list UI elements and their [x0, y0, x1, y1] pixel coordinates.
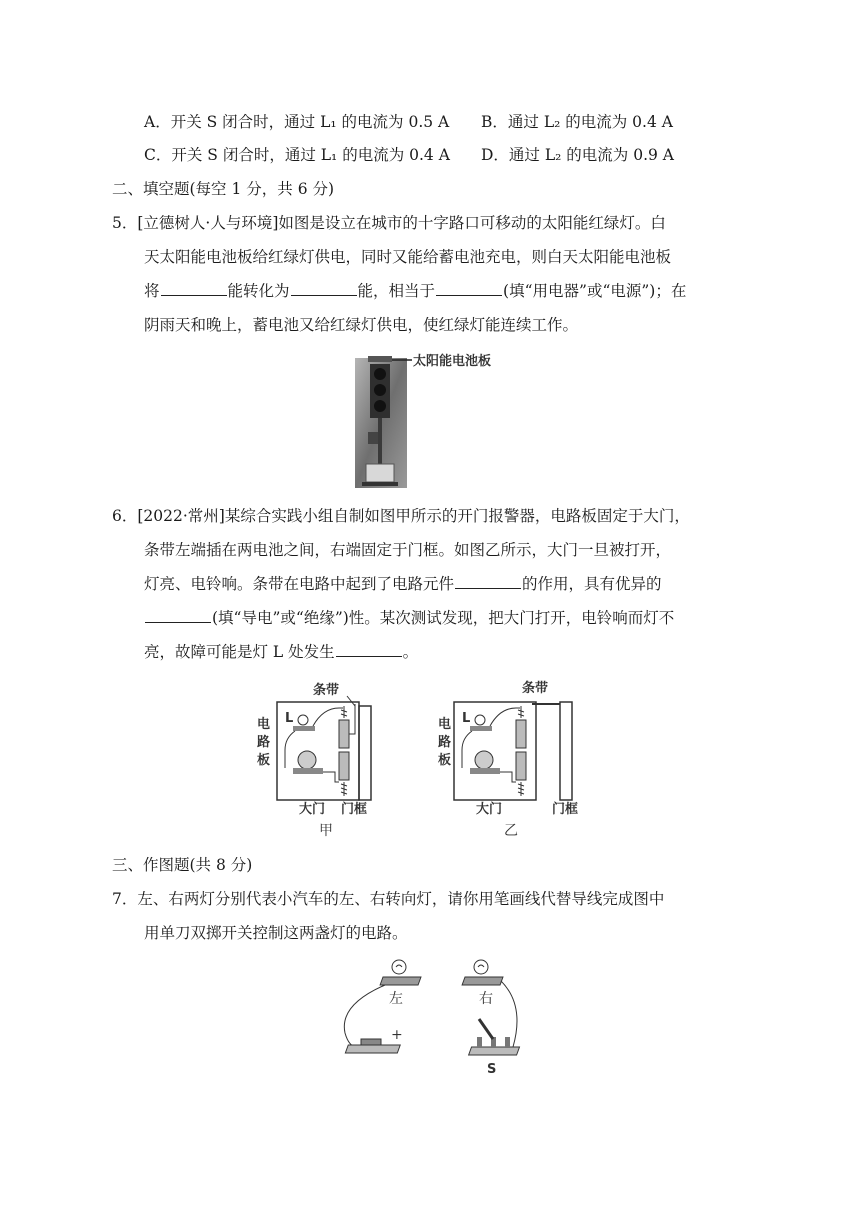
- svg-text:电: 电: [257, 717, 271, 732]
- battery-icon: [345, 1045, 400, 1053]
- battery-icon: [339, 720, 349, 748]
- svg-text:路: 路: [257, 735, 271, 750]
- lamp-label: L: [462, 711, 471, 726]
- section-3-title: 三、作图题(共 8 分): [112, 856, 253, 874]
- right-lamp-label: 右: [479, 991, 493, 1007]
- right-lamp-icon: [474, 960, 488, 974]
- lamp-label: L: [285, 711, 294, 726]
- q4-option-b: B．通过 L₂ 的电流为 0.4 A: [481, 113, 673, 131]
- battery-icon: [516, 720, 526, 748]
- q6-line-3: 灯亮、电铃响。条带在电路中起到了电路元件 的作用，具有优异的: [144, 575, 662, 593]
- switch-base-icon: [469, 1047, 520, 1055]
- q6-line-5: 亮，故障可能是灯 L 处发生 。: [144, 643, 419, 661]
- door-label: 大门: [476, 802, 503, 817]
- solar-panel-label: 太阳能电池板: [413, 354, 492, 369]
- svg-text:板: 板: [438, 753, 452, 768]
- q4-option-c: C．开关 S 闭合时，通过 L₁ 的电流为 0.4 A: [144, 146, 450, 164]
- q7-line-1: 7．左、右两灯分别代表小汽车的左、右转向灯，请你用笔画线代替导线完成图中: [112, 890, 665, 908]
- left-lamp-icon: [392, 960, 406, 974]
- q4-option-a: A．开关 S 闭合时，通过 L₁ 的电流为 0.5 A: [144, 113, 450, 131]
- lamp-icon: [475, 715, 485, 725]
- switch-label: S: [487, 1062, 497, 1077]
- q6-line-1: 6．[2022·常州]某综合实践小组自制如图甲所示的开门报警器，电路板固定于大门，: [112, 507, 690, 525]
- left-lamp-label: 左: [389, 991, 403, 1007]
- q5-line-3: 将 能转化为 能，相当于 (填“用电器”或“电源”)；在: [144, 282, 687, 300]
- strip-label: 条带: [313, 683, 340, 698]
- answer-blank[interactable]: [336, 642, 402, 657]
- figure-caption-a: 甲: [319, 823, 333, 839]
- strip-label: 条带: [522, 681, 549, 696]
- door-label: 大门: [299, 802, 326, 817]
- q4-option-d: D．通过 L₂ 的电流为 0.9 A: [481, 146, 674, 164]
- pole: [378, 418, 382, 466]
- svg-text:电: 电: [438, 717, 452, 732]
- battery-box: [366, 464, 394, 482]
- switch-blade-icon: [479, 1019, 493, 1039]
- answer-blank[interactable]: [291, 281, 357, 296]
- battery-plus-label: +: [391, 1027, 403, 1043]
- section-2-title: 二、填空题(每空 1 分，共 6 分): [112, 180, 335, 198]
- figure-caption-b: 乙: [504, 823, 518, 839]
- turn-signal-circuit-figure: [335, 955, 535, 1077]
- q5-line-1: 5．[立德树人·人与环境]如图是设立在城市的十字路口可移动的太阳能红绿灯。白: [112, 214, 666, 232]
- q5-line-2: 天太阳能电池板给红绿灯供电，同时又能给蓄电池充电，则白天太阳能电池板: [144, 248, 672, 266]
- answer-blank[interactable]: [161, 281, 227, 296]
- frame-label: 门框: [341, 802, 368, 817]
- frame-label: 门框: [552, 802, 579, 817]
- door-frame: [359, 706, 371, 800]
- bell-icon: [298, 751, 316, 769]
- svg-text:路: 路: [438, 735, 452, 750]
- door-alarm-figure-b: [432, 678, 592, 840]
- door-frame: [560, 702, 572, 800]
- solar-traffic-light-figure: [350, 350, 520, 490]
- svg-text:板: 板: [257, 753, 271, 768]
- answer-blank[interactable]: [436, 281, 502, 296]
- answer-blank[interactable]: [145, 608, 211, 623]
- door-alarm-figure-a: [255, 678, 385, 840]
- bell-icon: [475, 751, 493, 769]
- q6-line-2: 条带左端插在两电池之间，右端固定于门框。如图乙所示，大门一旦被打开，: [144, 541, 672, 559]
- q5-line-4: 阴雨天和晚上，蓄电池又给红绿灯供电，使红绿灯能连续工作。: [144, 316, 579, 334]
- lamp-icon: [298, 715, 308, 725]
- solar-panel: [368, 356, 392, 362]
- answer-blank[interactable]: [455, 574, 521, 589]
- q6-line-4: (填“导电”或“绝缘”)性。某次测试发现，把大门打开，电铃响而灯不: [144, 607, 674, 629]
- q7-line-2: 用单刀双掷开关控制这两盏灯的电路。: [144, 924, 408, 942]
